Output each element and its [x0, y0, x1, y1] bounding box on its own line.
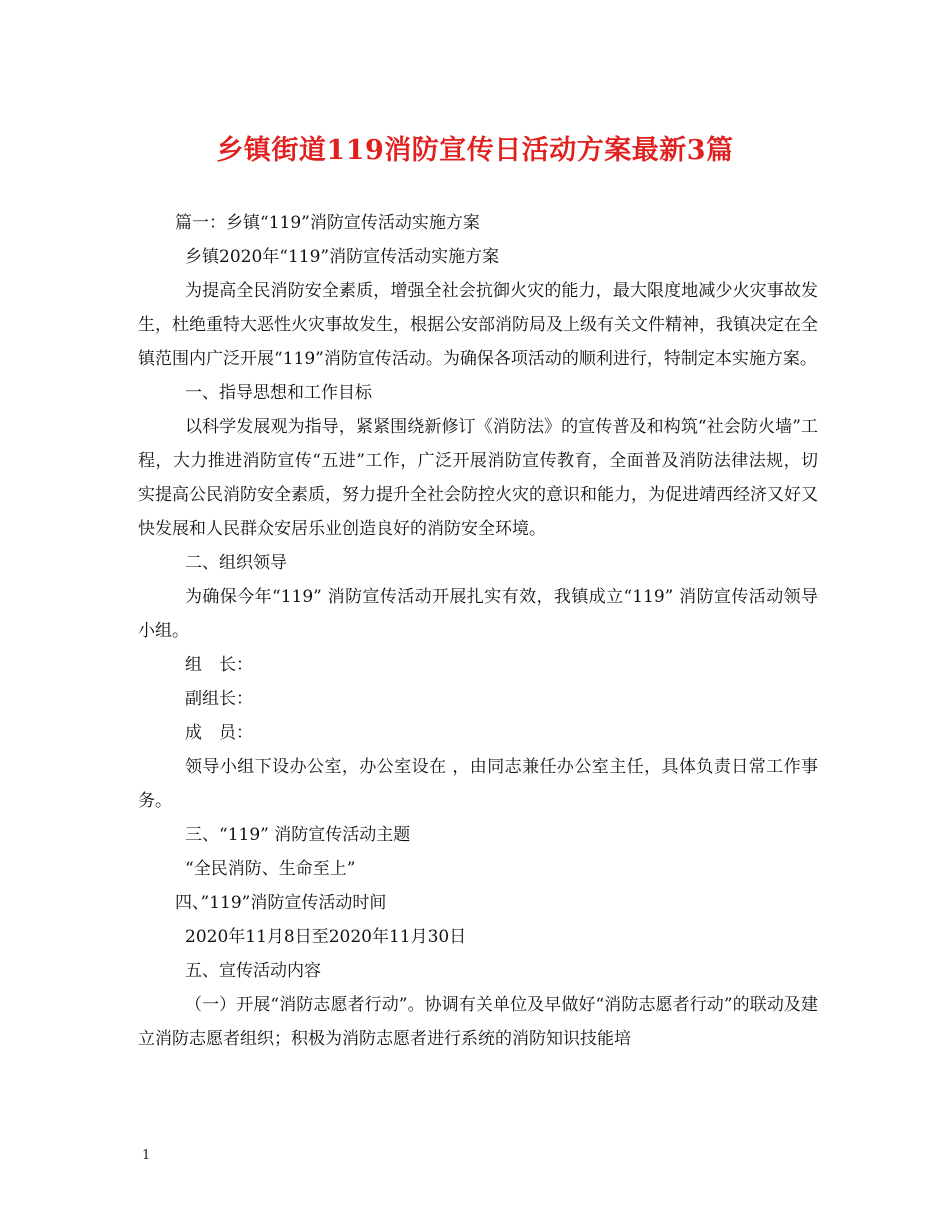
theme-slogan: “全民消防、生命至上” [185, 859, 356, 879]
heading-time: 四、”119”消防宣传活动时间 [175, 893, 387, 913]
document-title: 乡镇街道119消防宣传日活动方案最新3篇 [216, 135, 734, 166]
intro-paragraph: 为提高全民消防安全素质，增强全社会抗御火灾的能力，最大限度地减少火灾事故发生，杜绝重特大恶性火灾事故发生，根据公安部消防局及上级有关文件精神，我镇决定在全镇范围内广泛开展“119”消防宣传活动。为确保各项活动的顺利进行，特制定本实施方案。 [138, 281, 818, 369]
document-body [138, 206, 818, 1056]
heading-organization: 二、组织领导 [185, 553, 287, 573]
plan-subtitle: 乡镇2020年“119”消防宣传活动实施方案 [185, 247, 500, 267]
page-number: 1 [142, 1148, 151, 1163]
deputy-leader-line: 副组长： [185, 689, 253, 709]
guiding-ideas-paragraph: 以科学发展观为指导，紧紧围绕新修订《消防法》的宣传普及和构筑“社会防火墙”工程，大力推进消防宣传“五进”工作，广泛开展消防宣传教育，全面普及消防法律法规，切实提高公民消防安全素质，努力提升全社会防控火灾的意识和能力，为促进靖西经济又好又快发展和人民群众安居乐业创造良好的消防安全环境。 [138, 417, 818, 539]
section-heading: 篇一：乡镇“119”消防宣传活动实施方案 [175, 213, 480, 233]
office-paragraph: 领导小组下设办公室，办公室设在 ，由同志兼任办公室主任，具体负责日常工作事务。 [138, 757, 818, 811]
heading-content: 五、宣传活动内容 [185, 961, 321, 981]
heading-guiding-ideas: 一、指导思想和工作目标 [185, 383, 372, 403]
members-line: 成 员： [185, 723, 253, 743]
volunteer-paragraph: （一）开展“消防志愿者行动”。协调有关单位及早做好“消防志愿者行动”的联动及建立消防志愿者组织；积极为消防志愿者进行系统的消防知识技能培 [138, 995, 818, 1049]
leader-line: 组 长： [185, 655, 253, 675]
heading-theme: 三、“119” 消防宣传活动主题 [185, 825, 411, 845]
activity-dates: 2020年11月8日至2020年11月30日 [185, 927, 467, 947]
organization-paragraph: 为确保今年“119” 消防宣传活动开展扎实有效，我镇成立“119” 消防宣传活动领导小组。 [138, 587, 818, 641]
